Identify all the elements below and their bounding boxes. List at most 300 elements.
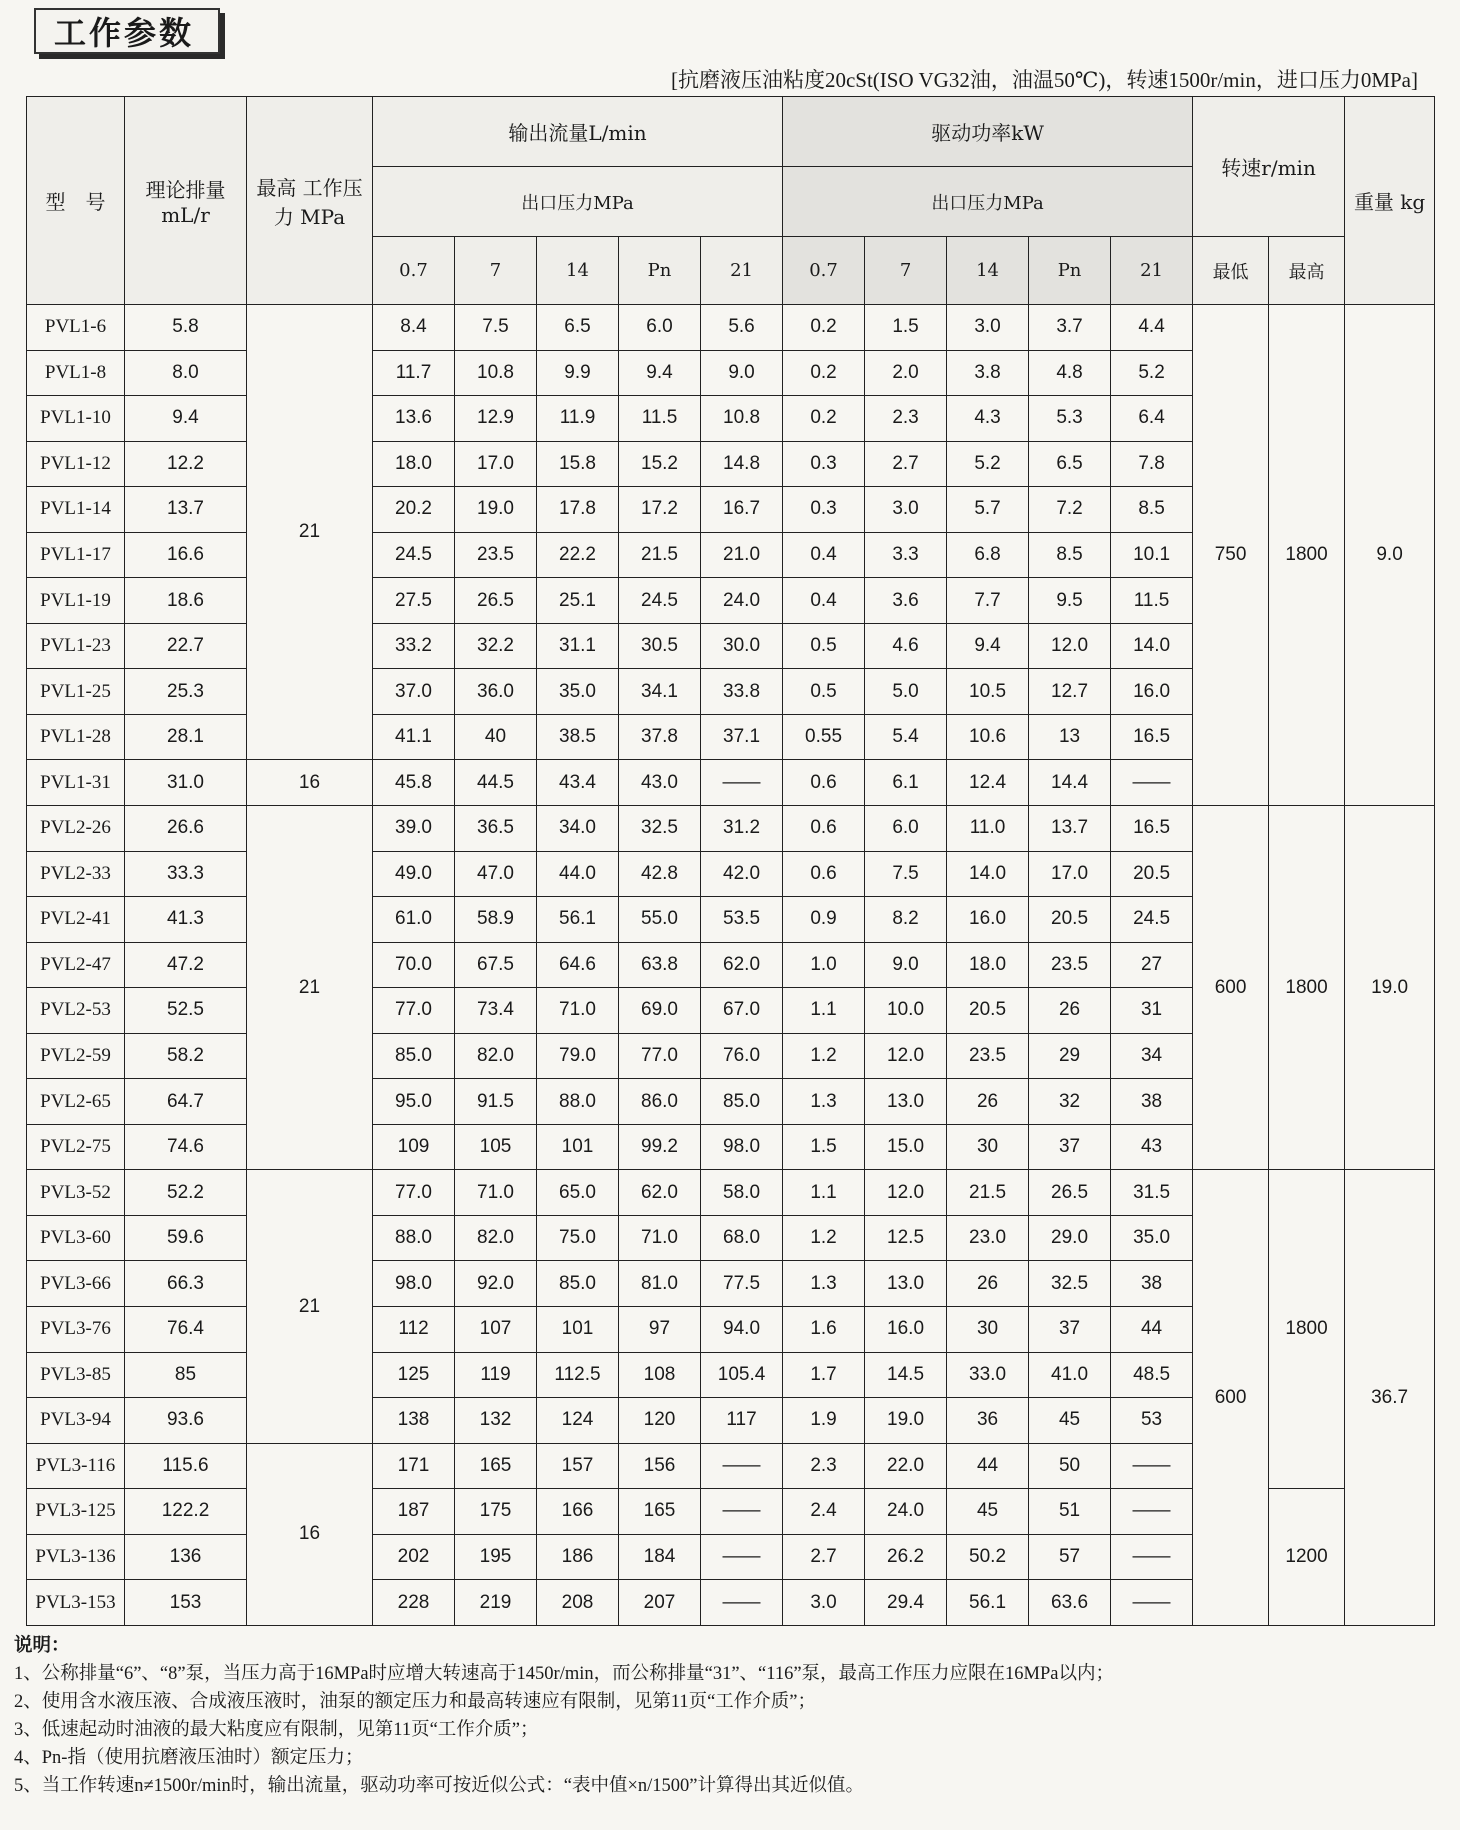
power-cell: 50.2: [947, 1534, 1029, 1580]
flow-cell: 119: [455, 1352, 537, 1398]
power-cell: 43: [1111, 1124, 1193, 1170]
power-cell: 2.3: [865, 396, 947, 442]
power-cell: 3.0: [783, 1580, 865, 1626]
power-cell: 2.3: [783, 1443, 865, 1489]
flow-pressure-col: 0.7: [373, 237, 455, 305]
notes-label: 说明：: [14, 1636, 70, 1656]
flow-cell: 67.0: [701, 988, 783, 1034]
power-cell: 13.7: [1029, 806, 1111, 852]
max-pressure-cell: 21: [247, 1170, 373, 1443]
flow-cell: 120: [619, 1398, 701, 1444]
power-cell: 0.5: [783, 669, 865, 715]
displacement-cell: 31.0: [125, 760, 247, 806]
flow-cell: 101: [537, 1124, 619, 1170]
power-cell: 1.1: [783, 1170, 865, 1216]
displacement-cell: 58.2: [125, 1033, 247, 1079]
flow-cell: 184: [619, 1534, 701, 1580]
flow-cell: 17.0: [455, 441, 537, 487]
header-model: 型 号: [27, 97, 125, 305]
power-cell: 48.5: [1111, 1352, 1193, 1398]
speed-min-cell: 750: [1193, 305, 1269, 806]
table-row: [27, 305, 1435, 351]
power-cell: 26: [1029, 988, 1111, 1034]
model-cell: PVL2-65: [27, 1079, 125, 1125]
power-cell: 15.0: [865, 1124, 947, 1170]
displacement-cell: 26.6: [125, 806, 247, 852]
flow-cell: 157: [537, 1443, 619, 1489]
header-output-flow: 输出流量L/min: [373, 97, 783, 167]
power-cell: 57: [1029, 1534, 1111, 1580]
power-pressure-col: 7: [865, 237, 947, 305]
power-cell: 7.8: [1111, 441, 1193, 487]
table-row: [27, 1170, 1435, 1216]
flow-cell: 228: [373, 1580, 455, 1626]
flow-cell: 13.6: [373, 396, 455, 442]
power-cell: 3.0: [947, 305, 1029, 351]
power-cell: 9.5: [1029, 578, 1111, 624]
power-cell: 23.5: [947, 1033, 1029, 1079]
power-pressure-col: Pn: [1029, 237, 1111, 305]
power-cell: 26: [947, 1079, 1029, 1125]
flow-cell: 24.5: [619, 578, 701, 624]
flow-cell: 44.5: [455, 760, 537, 806]
power-cell: 19.0: [865, 1398, 947, 1444]
header-drive-power: 驱动功率kW: [783, 97, 1193, 167]
model-cell: PVL3-94: [27, 1398, 125, 1444]
power-cell: 30: [947, 1307, 1029, 1353]
power-cell: 26.2: [865, 1534, 947, 1580]
power-cell: 2.4: [783, 1489, 865, 1535]
flow-cell: 62.0: [701, 942, 783, 988]
flow-cell: 202: [373, 1534, 455, 1580]
flow-cell: 34.1: [619, 669, 701, 715]
table-row: [27, 806, 1435, 852]
power-cell: 26: [947, 1261, 1029, 1307]
flow-cell: 175: [455, 1489, 537, 1535]
power-cell: 32: [1029, 1079, 1111, 1125]
power-cell: 1.5: [783, 1124, 865, 1170]
flow-cell: 132: [455, 1398, 537, 1444]
flow-cell: 165: [455, 1443, 537, 1489]
power-cell: 7.2: [1029, 487, 1111, 533]
power-cell: 29: [1029, 1033, 1111, 1079]
power-cell: 13.0: [865, 1079, 947, 1125]
flow-cell: 86.0: [619, 1079, 701, 1125]
displacement-cell: 47.2: [125, 942, 247, 988]
power-cell: 12.0: [1029, 623, 1111, 669]
flow-cell: 31.1: [537, 623, 619, 669]
power-cell: 5.0: [865, 669, 947, 715]
power-cell: 6.4: [1111, 396, 1193, 442]
flow-cell: 65.0: [537, 1170, 619, 1216]
flow-cell: 36.5: [455, 806, 537, 852]
model-cell: PVL3-52: [27, 1170, 125, 1216]
power-cell: 12.5: [865, 1215, 947, 1261]
flow-cell: 10.8: [455, 350, 537, 396]
note-item: 2、使用含水液压液、合成液压液时，油泵的额定压力和最高转速应有限制，见第11页“工作介质”；: [14, 1692, 816, 1712]
power-cell: 8.5: [1111, 487, 1193, 533]
flow-cell: 12.9: [455, 396, 537, 442]
displacement-cell: 136: [125, 1534, 247, 1580]
power-cell: 24.0: [865, 1489, 947, 1535]
flow-cell: 76.0: [701, 1033, 783, 1079]
flow-cell: 77.0: [373, 1170, 455, 1216]
flow-cell: 37.0: [373, 669, 455, 715]
flow-cell: 105: [455, 1124, 537, 1170]
header-weight: 重量 kg: [1345, 97, 1435, 305]
displacement-cell: 122.2: [125, 1489, 247, 1535]
flow-cell: 11.5: [619, 396, 701, 442]
power-cell: 4.6: [865, 623, 947, 669]
model-cell: PVL1-8: [27, 350, 125, 396]
displacement-cell: 52.2: [125, 1170, 247, 1216]
power-cell: 0.2: [783, 350, 865, 396]
power-cell: 2.7: [865, 441, 947, 487]
flow-cell: 219: [455, 1580, 537, 1626]
displacement-cell: 153: [125, 1580, 247, 1626]
speed-max-cell: 1200: [1269, 1489, 1345, 1626]
power-cell: 13: [1029, 714, 1111, 760]
speed-max-cell: 1800: [1269, 806, 1345, 1170]
flow-cell: 91.5: [455, 1079, 537, 1125]
flow-cell: 62.0: [619, 1170, 701, 1216]
displacement-cell: 8.0: [125, 350, 247, 396]
displacement-cell: 28.1: [125, 714, 247, 760]
flow-cell: 88.0: [373, 1215, 455, 1261]
power-cell: 16.5: [1111, 806, 1193, 852]
power-cell: 1.6: [783, 1307, 865, 1353]
power-pressure-col: 0.7: [783, 237, 865, 305]
flow-cell: 125: [373, 1352, 455, 1398]
flow-cell: ——: [701, 1580, 783, 1626]
power-cell: 0.6: [783, 851, 865, 897]
flow-cell: 8.4: [373, 305, 455, 351]
header-power-outlet-pressure: 出口压力MPa: [783, 167, 1193, 237]
power-cell: 16.5: [1111, 714, 1193, 760]
note-item: 5、当工作转速n≠1500r/min时，输出流量，驱动功率可按近似公式：“表中值×n/1500”计算得出其近似值。: [14, 1776, 864, 1796]
power-cell: 10.0: [865, 988, 947, 1034]
power-cell: 10.1: [1111, 532, 1193, 578]
power-cell: 5.4: [865, 714, 947, 760]
power-cell: 12.4: [947, 760, 1029, 806]
flow-cell: 26.5: [455, 578, 537, 624]
power-cell: 0.6: [783, 760, 865, 806]
weight-cell: 36.7: [1345, 1170, 1435, 1626]
flow-cell: 85.0: [537, 1261, 619, 1307]
flow-cell: 108: [619, 1352, 701, 1398]
power-cell: 17.0: [1029, 851, 1111, 897]
power-cell: 24.5: [1111, 897, 1193, 943]
flow-cell: 81.0: [619, 1261, 701, 1307]
flow-cell: 49.0: [373, 851, 455, 897]
model-cell: PVL3-85: [27, 1352, 125, 1398]
power-cell: 51: [1029, 1489, 1111, 1535]
power-cell: 33.0: [947, 1352, 1029, 1398]
flow-cell: 71.0: [537, 988, 619, 1034]
power-cell: 7.5: [865, 851, 947, 897]
displacement-cell: 13.7: [125, 487, 247, 533]
power-cell: 5.2: [947, 441, 1029, 487]
power-cell: 32.5: [1029, 1261, 1111, 1307]
flow-cell: 112: [373, 1307, 455, 1353]
flow-cell: 37.1: [701, 714, 783, 760]
flow-cell: 42.0: [701, 851, 783, 897]
flow-cell: 97: [619, 1307, 701, 1353]
flow-cell: 5.6: [701, 305, 783, 351]
power-cell: 23.5: [1029, 942, 1111, 988]
flow-cell: 138: [373, 1398, 455, 1444]
power-cell: 1.9: [783, 1398, 865, 1444]
flow-cell: 43.0: [619, 760, 701, 806]
model-cell: PVL1-19: [27, 578, 125, 624]
power-cell: ——: [1111, 1443, 1193, 1489]
power-cell: 12.0: [865, 1033, 947, 1079]
displacement-cell: 93.6: [125, 1398, 247, 1444]
flow-cell: 36.0: [455, 669, 537, 715]
test-conditions: [抗磨液压油粘度20cSt(ISO VG32油，油温50℃)，转速1500r/min，进口压力0MPa]: [670, 68, 1418, 92]
flow-cell: 85.0: [701, 1079, 783, 1125]
power-cell: 37: [1029, 1307, 1111, 1353]
flow-pressure-col: 7: [455, 237, 537, 305]
power-cell: 26.5: [1029, 1170, 1111, 1216]
max-pressure-cell: 21: [247, 305, 373, 760]
power-cell: 35.0: [1111, 1215, 1193, 1261]
model-cell: PVL3-125: [27, 1489, 125, 1535]
flow-cell: 33.8: [701, 669, 783, 715]
flow-cell: 88.0: [537, 1079, 619, 1125]
power-cell: 31.5: [1111, 1170, 1193, 1216]
power-cell: 44: [1111, 1307, 1193, 1353]
power-cell: 45: [947, 1489, 1029, 1535]
section-title: 工作参数: [34, 8, 220, 54]
power-cell: 0.9: [783, 897, 865, 943]
flow-cell: 17.8: [537, 487, 619, 533]
flow-cell: 77.0: [619, 1033, 701, 1079]
power-cell: 3.3: [865, 532, 947, 578]
model-cell: PVL3-153: [27, 1580, 125, 1626]
flow-cell: 9.0: [701, 350, 783, 396]
flow-cell: 15.8: [537, 441, 619, 487]
model-cell: PVL1-31: [27, 760, 125, 806]
power-cell: 16.0: [947, 897, 1029, 943]
power-cell: 0.6: [783, 806, 865, 852]
flow-cell: 16.7: [701, 487, 783, 533]
model-cell: PVL3-136: [27, 1534, 125, 1580]
power-cell: 18.0: [947, 942, 1029, 988]
power-cell: 12.0: [865, 1170, 947, 1216]
flow-pressure-col: 14: [537, 237, 619, 305]
speed-min-cell: 600: [1193, 806, 1269, 1170]
model-cell: PVL1-10: [27, 396, 125, 442]
flow-cell: 6.0: [619, 305, 701, 351]
flow-cell: 44.0: [537, 851, 619, 897]
flow-cell: 58.9: [455, 897, 537, 943]
power-cell: ——: [1111, 760, 1193, 806]
flow-cell: 47.0: [455, 851, 537, 897]
power-cell: 0.3: [783, 441, 865, 487]
max-pressure-cell: 16: [247, 1443, 373, 1625]
power-cell: 6.0: [865, 806, 947, 852]
flow-cell: 124: [537, 1398, 619, 1444]
power-cell: ——: [1111, 1489, 1193, 1535]
power-cell: 16.0: [1111, 669, 1193, 715]
model-cell: PVL2-33: [27, 851, 125, 897]
power-cell: 11.5: [1111, 578, 1193, 624]
model-cell: PVL2-75: [27, 1124, 125, 1170]
power-cell: 44: [947, 1443, 1029, 1489]
flow-cell: 43.4: [537, 760, 619, 806]
power-cell: 4.3: [947, 396, 1029, 442]
power-cell: 8.2: [865, 897, 947, 943]
displacement-cell: 25.3: [125, 669, 247, 715]
displacement-cell: 9.4: [125, 396, 247, 442]
flow-cell: 71.0: [619, 1215, 701, 1261]
flow-cell: 37.8: [619, 714, 701, 760]
flow-cell: 10.8: [701, 396, 783, 442]
flow-cell: 14.8: [701, 441, 783, 487]
power-cell: 6.1: [865, 760, 947, 806]
power-cell: 21.5: [947, 1170, 1029, 1216]
displacement-cell: 52.5: [125, 988, 247, 1034]
displacement-cell: 33.3: [125, 851, 247, 897]
flow-cell: 112.5: [537, 1352, 619, 1398]
flow-cell: 32.5: [619, 806, 701, 852]
flow-cell: 101: [537, 1307, 619, 1353]
model-cell: PVL2-41: [27, 897, 125, 943]
power-cell: 20.5: [1029, 897, 1111, 943]
power-cell: 0.2: [783, 396, 865, 442]
power-cell: 36: [947, 1398, 1029, 1444]
power-cell: 6.5: [1029, 441, 1111, 487]
power-cell: 1.5: [865, 305, 947, 351]
power-cell: 1.7: [783, 1352, 865, 1398]
model-cell: PVL2-59: [27, 1033, 125, 1079]
model-cell: PVL2-26: [27, 806, 125, 852]
notes: [14, 1632, 1434, 1800]
flow-cell: 41.1: [373, 714, 455, 760]
max-pressure-cell: 21: [247, 806, 373, 1170]
flow-cell: 195: [455, 1534, 537, 1580]
flow-cell: 208: [537, 1580, 619, 1626]
power-cell: 0.2: [783, 305, 865, 351]
power-cell: 3.6: [865, 578, 947, 624]
model-cell: PVL3-116: [27, 1443, 125, 1489]
model-cell: PVL1-17: [27, 532, 125, 578]
flow-cell: 31.2: [701, 806, 783, 852]
speed-max-cell: 1800: [1269, 305, 1345, 806]
power-pressure-col: 14: [947, 237, 1029, 305]
power-cell: 6.8: [947, 532, 1029, 578]
flow-cell: 63.8: [619, 942, 701, 988]
flow-cell: 42.8: [619, 851, 701, 897]
flow-cell: 17.2: [619, 487, 701, 533]
power-cell: 31: [1111, 988, 1193, 1034]
displacement-cell: 16.6: [125, 532, 247, 578]
power-cell: 0.4: [783, 532, 865, 578]
power-cell: 1.3: [783, 1261, 865, 1307]
power-cell: 16.0: [865, 1307, 947, 1353]
flow-cell: 23.5: [455, 532, 537, 578]
power-cell: 29.0: [1029, 1215, 1111, 1261]
power-cell: 14.4: [1029, 760, 1111, 806]
power-cell: 37: [1029, 1124, 1111, 1170]
flow-cell: 73.4: [455, 988, 537, 1034]
flow-cell: 9.4: [619, 350, 701, 396]
flow-cell: 105.4: [701, 1352, 783, 1398]
flow-cell: 7.5: [455, 305, 537, 351]
flow-cell: 21.0: [701, 532, 783, 578]
flow-cell: 11.9: [537, 396, 619, 442]
note-item: 4、Pn-指（使用抗磨液压油时）额定压力；: [14, 1748, 364, 1768]
displacement-cell: 64.7: [125, 1079, 247, 1125]
power-cell: 14.5: [865, 1352, 947, 1398]
flow-cell: 56.1: [537, 897, 619, 943]
max-pressure-cell: 16: [247, 760, 373, 806]
note-item: 1、公称排量“6”、“8”泵，当压力高于16MPa时应增大转速高于1450r/min，而公称排量“31”、“116”泵，最高工作压力应限在16MPa以内；: [14, 1664, 1114, 1684]
power-cell: 20.5: [1111, 851, 1193, 897]
flow-cell: 95.0: [373, 1079, 455, 1125]
model-cell: PVL1-28: [27, 714, 125, 760]
power-cell: 2.7: [783, 1534, 865, 1580]
power-cell: 9.4: [947, 623, 1029, 669]
power-pressure-col: 21: [1111, 237, 1193, 305]
speed-min-cell: 600: [1193, 1170, 1269, 1626]
flow-cell: 92.0: [455, 1261, 537, 1307]
flow-cell: 6.5: [537, 305, 619, 351]
flow-cell: 98.0: [373, 1261, 455, 1307]
power-cell: 12.7: [1029, 669, 1111, 715]
power-cell: 14.0: [1111, 623, 1193, 669]
power-cell: 2.0: [865, 350, 947, 396]
power-cell: 3.8: [947, 350, 1029, 396]
flow-cell: 61.0: [373, 897, 455, 943]
flow-cell: 82.0: [455, 1215, 537, 1261]
power-cell: 22.0: [865, 1443, 947, 1489]
flow-cell: 9.9: [537, 350, 619, 396]
flow-cell: 79.0: [537, 1033, 619, 1079]
flow-cell: 70.0: [373, 942, 455, 988]
power-cell: 1.3: [783, 1079, 865, 1125]
power-cell: ——: [1111, 1534, 1193, 1580]
flow-cell: ——: [701, 1489, 783, 1535]
flow-cell: 45.8: [373, 760, 455, 806]
flow-cell: 156: [619, 1443, 701, 1489]
flow-cell: 98.0: [701, 1124, 783, 1170]
power-cell: 34: [1111, 1033, 1193, 1079]
power-cell: 5.7: [947, 487, 1029, 533]
power-cell: 53: [1111, 1398, 1193, 1444]
flow-cell: 24.5: [373, 532, 455, 578]
flow-cell: 99.2: [619, 1124, 701, 1170]
power-cell: 41.0: [1029, 1352, 1111, 1398]
power-cell: 0.5: [783, 623, 865, 669]
flow-cell: 27.5: [373, 578, 455, 624]
model-cell: PVL1-25: [27, 669, 125, 715]
flow-cell: 107: [455, 1307, 537, 1353]
displacement-cell: 5.8: [125, 305, 247, 351]
power-cell: 1.0: [783, 942, 865, 988]
model-cell: PVL1-23: [27, 623, 125, 669]
flow-cell: 24.0: [701, 578, 783, 624]
power-cell: 1.1: [783, 988, 865, 1034]
flow-cell: 19.0: [455, 487, 537, 533]
flow-cell: 75.0: [537, 1215, 619, 1261]
flow-cell: 55.0: [619, 897, 701, 943]
model-cell: PVL3-60: [27, 1215, 125, 1261]
flow-cell: 40: [455, 714, 537, 760]
power-cell: 29.4: [865, 1580, 947, 1626]
flow-cell: 71.0: [455, 1170, 537, 1216]
